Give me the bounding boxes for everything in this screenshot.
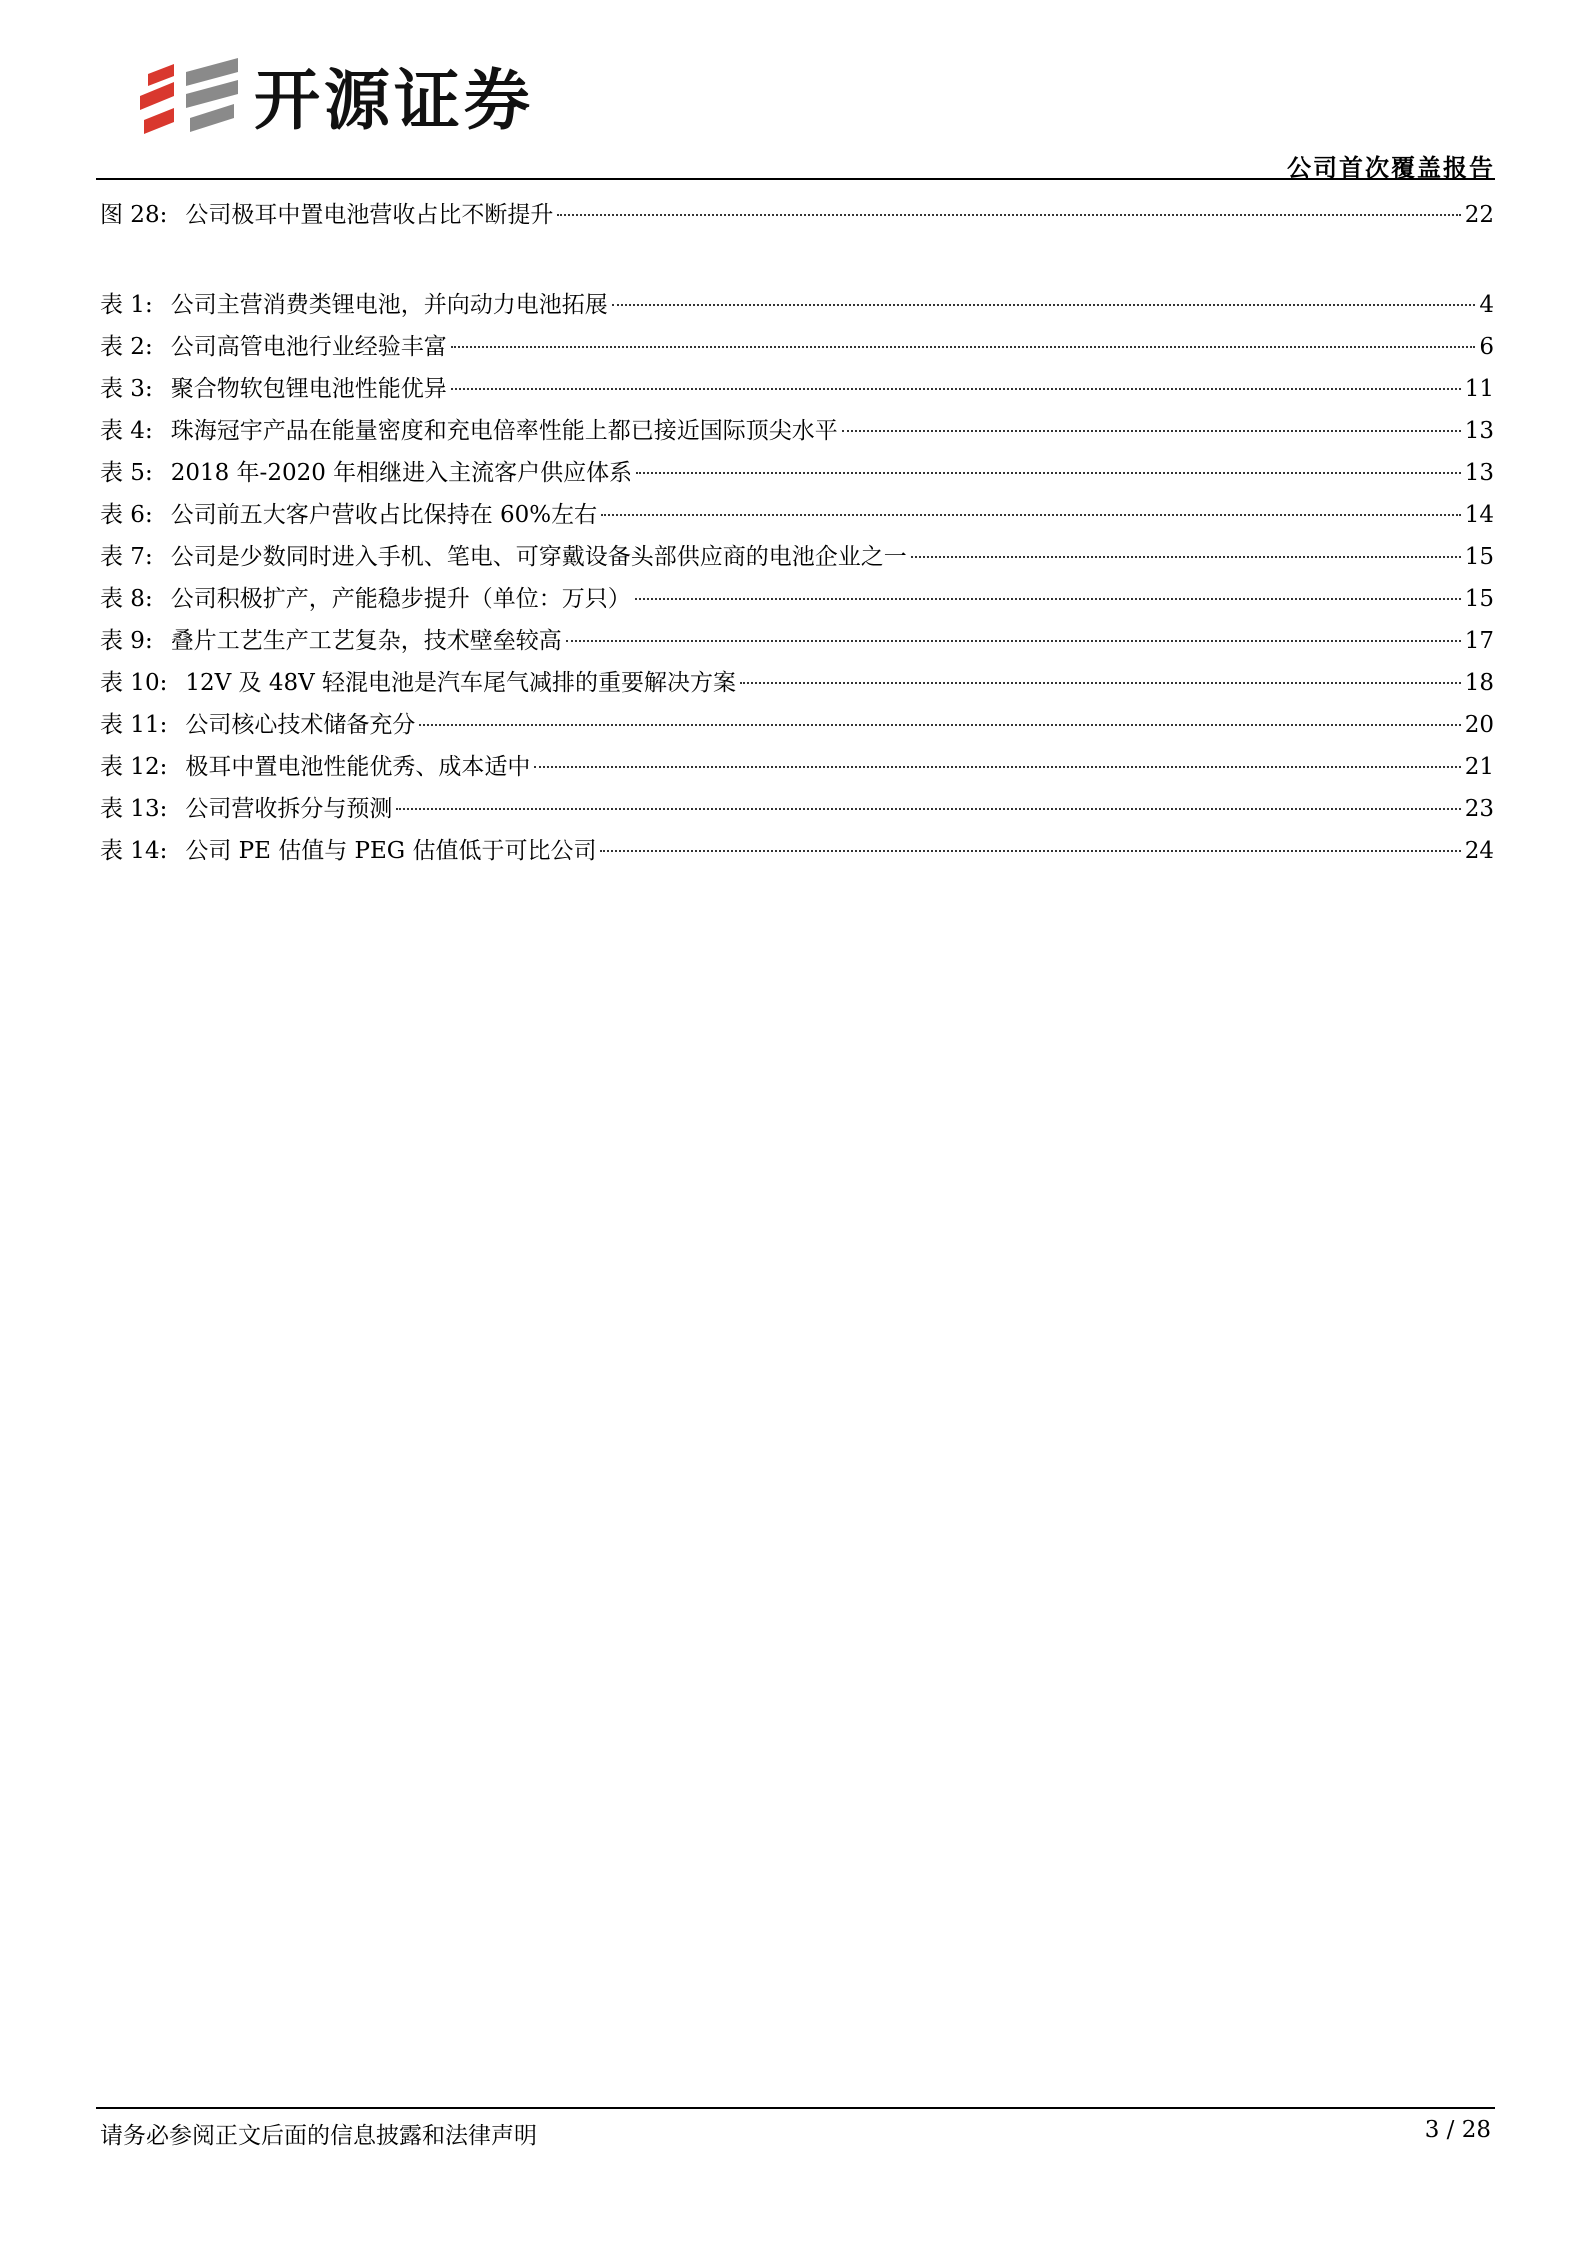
toc-entry-label: 表 14: [100, 838, 168, 864]
toc-entry-page: 18 [1464, 670, 1494, 696]
toc-entry-title: 2018 年-2020 年相继进入主流客户供应体系 [170, 460, 633, 486]
toc-entry-title: 12V 及 48V 轻混电池是汽车尾气减排的重要解决方案 [185, 670, 737, 696]
toc-leader-dots [419, 724, 1460, 726]
toc-entry-page: 13 [1464, 418, 1494, 444]
brand-name: 开源证券 [254, 62, 534, 139]
toc-entry-title: 公司核心技术储备充分 [185, 712, 416, 738]
toc-entry-page: 15 [1464, 544, 1494, 570]
toc-leader-dots [600, 850, 1460, 852]
toc-entry[interactable] [100, 328, 1494, 370]
footer-divider [96, 2107, 1495, 2109]
toc-leader-dots [636, 472, 1461, 474]
toc-leader-dots [566, 640, 1461, 642]
toc-entry-title: 聚合物软包锂电池性能优异 [170, 376, 447, 402]
toc-leader-dots [911, 556, 1461, 558]
toc-leader-dots [612, 304, 1476, 306]
toc-entry-label: 表 4: [100, 418, 153, 444]
toc-leader-dots [842, 430, 1461, 432]
toc-entry-page: 17 [1464, 628, 1494, 654]
toc-entry-page: 14 [1464, 502, 1494, 528]
toc-entry-label: 表 8: [100, 586, 153, 612]
toc-entry[interactable] [100, 580, 1494, 622]
toc-entry[interactable] [100, 748, 1494, 790]
toc-entry-title: 公司高管电池行业经验丰富 [170, 334, 447, 360]
report-type: 公司首次覆盖报告 [1287, 154, 1495, 182]
toc-entry[interactable] [100, 790, 1494, 832]
toc-entry[interactable] [100, 412, 1494, 454]
footer-disclaimer: 请务必参阅正文后面的信息披露和法律声明 [100, 2123, 537, 2149]
toc-entry[interactable] [100, 832, 1494, 874]
toc-entry-label: 表 5: [100, 460, 153, 486]
toc-entry[interactable] [100, 196, 1494, 238]
toc-entry-page: 22 [1464, 202, 1494, 228]
toc-entry[interactable] [100, 664, 1494, 706]
toc-entry-page: 13 [1464, 460, 1494, 486]
toc-leader-dots [534, 766, 1460, 768]
toc-leader-dots [451, 388, 1461, 390]
toc-leader-dots [740, 682, 1461, 684]
toc-entry-label: 表 1: [100, 292, 153, 318]
toc-leader-dots [635, 598, 1461, 600]
toc-entry-page: 20 [1464, 712, 1494, 738]
toc-entry-title: 公司营收拆分与预测 [185, 796, 393, 822]
toc-entry-title: 公司前五大客户营收占比保持在 60%左右 [170, 502, 598, 528]
toc-entry-label: 表 13: [100, 796, 168, 822]
toc-leader-dots [396, 808, 1460, 810]
toc-entry-title: 公司是少数同时进入手机、笔电、可穿戴设备头部供应商的电池企业之一 [170, 544, 907, 570]
table-of-contents [100, 196, 1494, 874]
brand-logo [134, 56, 594, 146]
page-indicator: 3 / 28 [1424, 2117, 1491, 2143]
toc-entry-title: 珠海冠宇产品在能量密度和充电倍率性能上都已接近国际顶尖水平 [170, 418, 838, 444]
header-divider [96, 178, 1495, 180]
toc-entry-title: 公司主营消费类锂电池，并向动力电池拓展 [170, 292, 608, 318]
toc-entry-label: 表 10: [100, 670, 168, 696]
toc-entry-title: 极耳中置电池性能优秀、成本适中 [185, 754, 531, 780]
toc-entry-page: 6 [1479, 334, 1494, 360]
toc-entry-page: 15 [1464, 586, 1494, 612]
toc-entry[interactable] [100, 286, 1494, 328]
toc-leader-dots [557, 214, 1460, 216]
toc-entry-label: 表 2: [100, 334, 153, 360]
toc-entry[interactable] [100, 496, 1494, 538]
toc-entry-page: 23 [1464, 796, 1494, 822]
toc-entry-label: 表 11: [100, 712, 168, 738]
toc-entry-page: 21 [1464, 754, 1494, 780]
toc-entry-label: 表 3: [100, 376, 153, 402]
toc-entry-page: 24 [1464, 838, 1494, 864]
toc-entry-title: 公司极耳中置电池营收占比不断提升 [185, 202, 554, 228]
toc-entry-title: 公司 PE 估值与 PEG 估值低于可比公司 [185, 838, 597, 864]
toc-entry-label: 图 28: [100, 202, 168, 228]
toc-entry[interactable] [100, 706, 1494, 748]
toc-entry-label: 表 9: [100, 628, 153, 654]
toc-entry-label: 表 6: [100, 502, 153, 528]
toc-entry-label: 表 7: [100, 544, 153, 570]
toc-entry[interactable] [100, 538, 1494, 580]
brand-logo-icon [134, 56, 244, 144]
toc-entry-page: 11 [1464, 376, 1494, 402]
toc-entry[interactable] [100, 454, 1494, 496]
toc-entry-title: 叠片工艺生产工艺复杂，技术壁垒较高 [170, 628, 562, 654]
toc-entry[interactable] [100, 370, 1494, 412]
toc-leader-dots [601, 514, 1461, 516]
toc-entry[interactable] [100, 622, 1494, 664]
toc-entry-label: 表 12: [100, 754, 168, 780]
toc-entry-page: 4 [1479, 292, 1494, 318]
toc-leader-dots [451, 346, 1476, 348]
toc-entry-title: 公司积极扩产，产能稳步提升（单位：万只） [170, 586, 631, 612]
